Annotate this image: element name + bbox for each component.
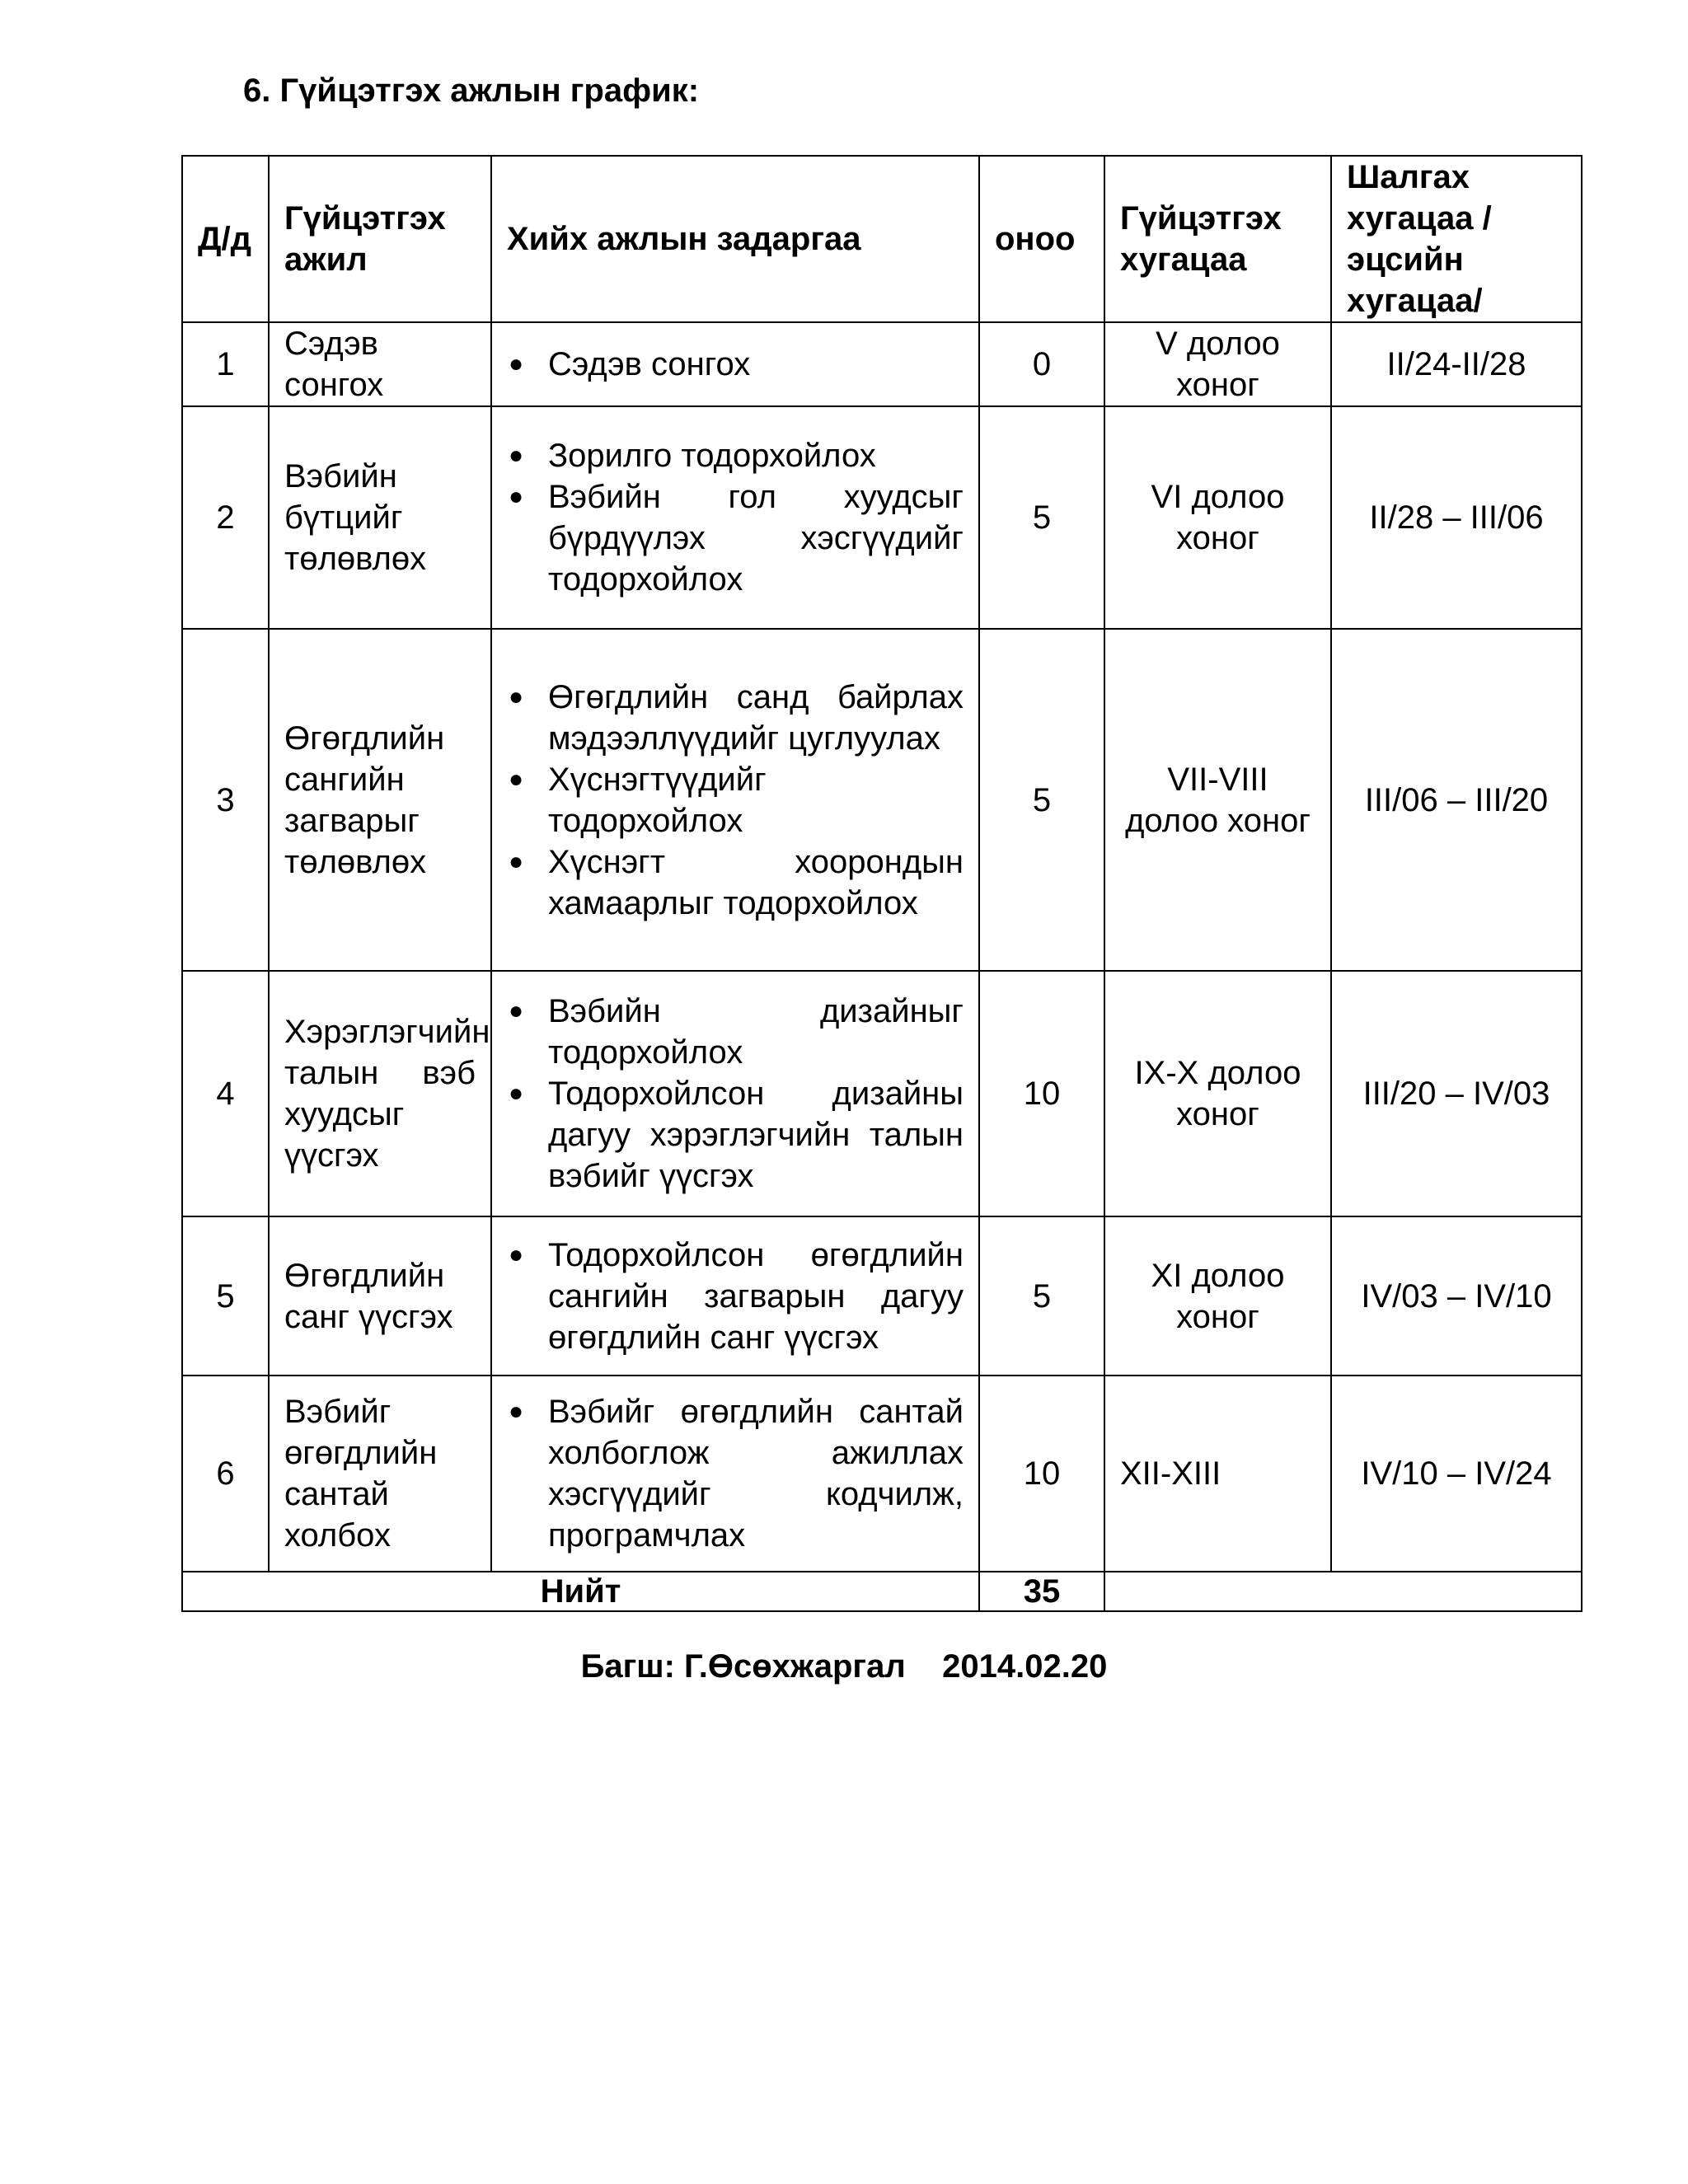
header-subtasks: Хийх ажлын задаргаа — [491, 156, 979, 322]
bullet-icon: ● — [509, 442, 524, 469]
total-score: 35 — [979, 1572, 1104, 1611]
section-heading: 6. Гүйцэтгэх ажлын график: — [243, 73, 700, 109]
row-week: VI долоо хоног — [1104, 406, 1331, 629]
row-task: Вэбийг өгөгдлийн сантай холбох — [269, 1376, 491, 1572]
row-no: 2 — [182, 406, 269, 629]
row-task: Өгөгдлийн санг үүсгэх — [269, 1216, 491, 1376]
row-week: XI долоо хоног — [1104, 1216, 1331, 1376]
row-deadline: II/24-II/28 — [1331, 322, 1582, 406]
table-row — [182, 971, 1582, 1216]
header-deadline: Шалгах хугацаа /эцсийн хугацаа/ — [1331, 156, 1582, 322]
row-score: 5 — [979, 1216, 1104, 1376]
bullet-icon: ● — [509, 997, 524, 1024]
table-row — [182, 1376, 1582, 1572]
row-subtasks — [491, 971, 979, 1216]
header-row — [182, 156, 1582, 322]
row-score: 5 — [979, 629, 1104, 971]
header-task: Гүйцэтгэх ажил — [269, 156, 491, 322]
total-label: Нийт — [182, 1572, 979, 1611]
row-no: 4 — [182, 971, 269, 1216]
header-no: Д/д — [182, 156, 269, 322]
bullet-icon: ● — [509, 350, 524, 377]
row-deadline: II/28 – III/06 — [1331, 406, 1582, 629]
row-no: 5 — [182, 1216, 269, 1376]
list-item: ● Вэбийн дизайныг тодорхойлох — [507, 991, 964, 1073]
list-item: ● Вэбийг өгөгдлийн сантай холбоглож ажиллах хэсгүүдийг кодчилж, програмчлах — [507, 1391, 964, 1556]
list-item: ● Тодорхойлсон өгөгдлийн сангийн загварын дагуу өгөгдлийн санг үүсгэх — [507, 1235, 964, 1358]
row-deadline: III/06 – III/20 — [1331, 629, 1582, 971]
row-subtasks — [491, 1376, 979, 1572]
row-task: Өгөгдлийн сангийн загварыг төлөвлөх — [269, 629, 491, 971]
schedule-table — [181, 155, 1582, 1612]
row-subtasks — [491, 406, 979, 629]
header-score: оноо — [979, 156, 1104, 322]
list-item: ● Өгөгдлийн санд байрлах мэдээллүүдийг цуглуулах — [507, 677, 964, 759]
row-score: 5 — [979, 406, 1104, 629]
row-task: Вэбийн бүтцийг төлөвлөх — [269, 406, 491, 629]
row-no: 1 — [182, 322, 269, 406]
row-subtasks — [491, 322, 979, 406]
row-deadline: IV/10 – IV/24 — [1331, 1376, 1582, 1572]
row-deadline: III/20 – IV/03 — [1331, 971, 1582, 1216]
bullet-icon: ● — [509, 1080, 524, 1107]
row-subtasks — [491, 1216, 979, 1376]
row-task: Хэрэглэгчийн талын вэб хуудсыг үүсгэх — [269, 971, 491, 1216]
row-task: Сэдэв сонгох — [269, 322, 491, 406]
list-item: ● Хүснэгт хоорондын хамаарлыг тодорхойлох — [507, 841, 964, 924]
list-item: ● Вэбийн гол хуудсыг бүрдүүлэх хэсгүүдийг тодорхойлох — [507, 476, 964, 600]
bullet-icon: ● — [509, 483, 524, 510]
header-week: Гүйцэтгэх хугацаа — [1104, 156, 1331, 322]
row-deadline: IV/03 – IV/10 — [1331, 1216, 1582, 1376]
row-subtasks — [491, 629, 979, 971]
row-score: 10 — [979, 1376, 1104, 1572]
list-item: ● Тодорхойлсон дизайны дагуу хэрэглэгчийн талын вэбийг үүсгэх — [507, 1073, 964, 1197]
bullet-icon: ● — [509, 1398, 524, 1425]
table-row — [182, 406, 1582, 629]
row-week: XII-XIII — [1104, 1376, 1331, 1572]
row-week: V долоо хоног — [1104, 322, 1331, 406]
bullet-icon: ● — [509, 1240, 524, 1268]
signature-line: Багш: Г.Өсөхжаргал 2014.02.20 — [580, 1648, 1108, 1685]
row-week: VII-VIII долоо хоног — [1104, 629, 1331, 971]
total-row — [182, 1572, 1582, 1611]
bullet-icon: ● — [509, 765, 524, 793]
row-score: 10 — [979, 971, 1104, 1216]
table-row — [182, 322, 1582, 406]
bullet-icon: ● — [509, 847, 524, 875]
table-row — [182, 629, 1582, 971]
list-item: ● Сэдэв сонгох — [507, 344, 964, 385]
row-no: 6 — [182, 1376, 269, 1572]
row-no: 3 — [182, 629, 269, 971]
total-empty-cell — [1104, 1572, 1582, 1611]
table-row — [182, 1216, 1582, 1376]
row-week: IX-X долоо хоног — [1104, 971, 1331, 1216]
row-score: 0 — [979, 322, 1104, 406]
bullet-icon: ● — [509, 682, 524, 710]
list-item: ● Зорилго тодорхойлох — [507, 435, 964, 476]
list-item: ● Хүснэгтүүдийг тодорхойлох — [507, 759, 964, 841]
